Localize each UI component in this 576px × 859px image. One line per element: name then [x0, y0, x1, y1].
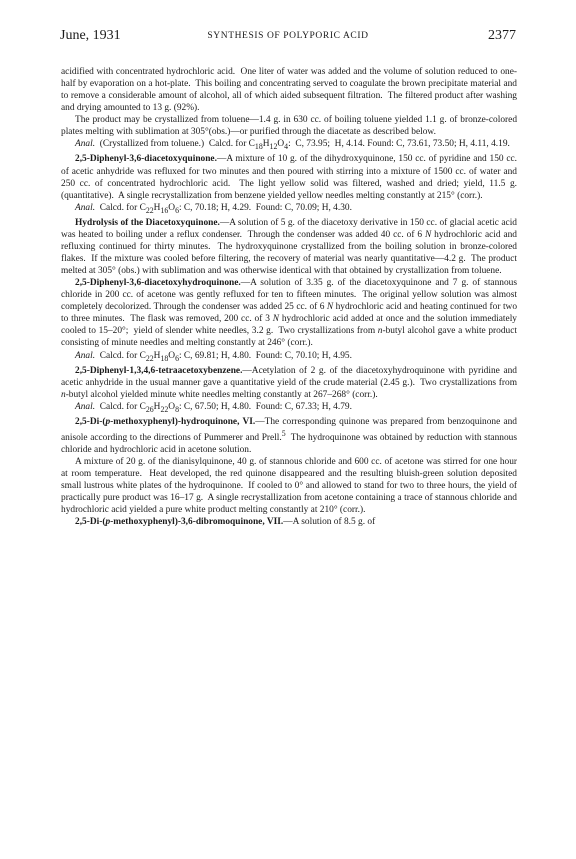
analysis-dihydroxyquinone: Anal. (Crystallized from toluene.) Calcd. for $C_{18}H_{12}O_4$: C, 73.95; H, 4.14. Found: C, 73.61, 73.50; H, 4.11, 4.19.	[75, 139, 510, 152]
header-date: June, 1931	[60, 28, 121, 43]
page-number: 2377	[488, 28, 516, 43]
paragraph-diacetoxyquinone: 2,5-Diphenyl-3,6-diacetoxyquinone.—A mixture of 10 g. of the dihydroxyquinone, 150 cc. of pyridine and 150 cc. of acetic anhydride was refluxed for two minutes and then poured with stirring into a mixture of 1500 cc. of water and 250 cc. of concentrated hydrochloric acid. The light yellow solid was filtered, washed and dried; yield, 11.5 g. (quantitative). A single recrystallization from benzene yielded yellow needles melting constantly at 215° (corr.).	[61, 154, 517, 201]
paragraph-diacetoxyhydroquinone: 2,5-Diphenyl-3,6-diacetoxyhydroquinone.—A solution of 3.35 g. of the diacetoxyquinone and 7 g. of stannous chloride in 200 cc. of acetone was gently refluxed for ten to fifteen minutes. The original yellow solution was almost completely decolorized. Through the condenser was added 25 cc. of 6 N hydrochloric acid and heating continued for two to three minutes. The flask was removed, 200 cc. of 3 N hydrochloric acid added at once and the solution immediately cooled to 15–20°; yield of slender white needles, 3.2 g. Two crystallizations from n-butyl alcohol gave a white product consisting of minute needles and melting constantly at 246° (corr.).	[61, 278, 518, 349]
paragraph-crystallization: The product may be crystallized from toluene—1.4 g. in 630 cc. of boiling toluene yielded 1.1 g. of bronze-colored plates melting with sublimation at 305°(obs.)—or purified through the diacetate as described below.	[61, 115, 517, 138]
paragraph-dibromoquinone: 2,5-Di-(p-methoxyphenyl)-3,6-dibromoquinone, VII.—A solution of 8.5 g. of	[75, 517, 376, 528]
paragraph-workup: acidified with concentrated hydrochloric acid. One liter of water was added and the volume of solution reduced to one-half by evaporation on a hot-plate. This boiling and concentrating served to coagulate the brown precipitate material and to remove a considerable amount of alcohol, all of which aided subsequent filtration. The filtered product after washing and drying amounted to 13 g. (92%).	[61, 67, 517, 114]
paragraph-hydrolysis: Hydrolysis of the Diacetoxyquinone.—A solution of 5 g. of the diacetoxy derivative in 150 cc. of glacial acetic acid was heated to boiling under a reflux condenser. Through the condenser was added 40 cc. of 6 N hydrochloric acid and refluxing continued for thirty minutes. The hydroxyquinone crystallized from the boiling solution in bronze-colored flakes. If the mixture was cooled before filtering, the recovery of material was nearly quantitative—4.2 g. The product melted at 305° (obs.) with sublimation and was otherwise identical with that obtained by crystallization from toluene.	[61, 217, 517, 276]
paragraph-tetraacetoxybenzene: 2,5-Diphenyl-1,3,4,6-tetraacetoxybenzene.—Acetylation of 2 g. of the diacetoxyhydroquinone with pyridine and acetic anhydride in the usual manner gave a quantitative yield of the crude material (2.45 g.). Two crystallizations from n-butyl alcohol yielded minute white needles melting constantly at 267–268° (corr.).	[61, 365, 517, 400]
paragraph-dianisylquinone-reduction: A mixture of 20 g. of the dianisylquinone, 40 g. of stannous chloride and 600 cc. of acetone was stirred for one hour at room temperature. Heat developed, the red quinone disappeared and the resulting bluish-green solution deposited small lustrous white plates of the hydroquinone. If cooled to 0° and allowed to stand for two to three hours, the yield of practically pure product was 16–17 g. A single recrystallization from acetone containing a trace of stannous chloride and hydrochloric acid yielded a pure white product melting constantly at 210° (corr.).	[61, 457, 517, 516]
analysis-tetraacetoxybenzene: Anal. Calcd. for $C_{26}H_{22}O_8$: C, 67.50; H, 4.80. Found: C, 67.33; H, 4.79.	[75, 401, 352, 414]
analysis-diacetoxyhydroquinone: Anal. Calcd. for $C_{22}H_{18}O_6$: C, 69.81; H, 4.80. Found: C, 70.10; H, 4.95.	[75, 350, 352, 363]
article-body	[61, 66, 517, 529]
analysis-diacetoxyquinone: Anal. Calcd. for $C_{22}H_{16}O_6$: C, 70.18; H, 4.29. Found: C, 70.09; H, 4.30.	[75, 202, 352, 215]
header-title: SYNTHESIS OF POLYPORIC ACID	[207, 31, 369, 41]
paragraph-methoxyphenyl-hydroquinone: 2,5-Di-(p-methoxyphenyl)-hydroquinone, VI.—The corresponding quinone was prepared from benzoquinone and anisole according to the directions of Pummerer and Prell.$^5$ The hydroquinone was obtained by reduction with stannous chloride and hydrochloric acid in acetone solution.	[61, 416, 517, 455]
running-header	[60, 28, 516, 48]
